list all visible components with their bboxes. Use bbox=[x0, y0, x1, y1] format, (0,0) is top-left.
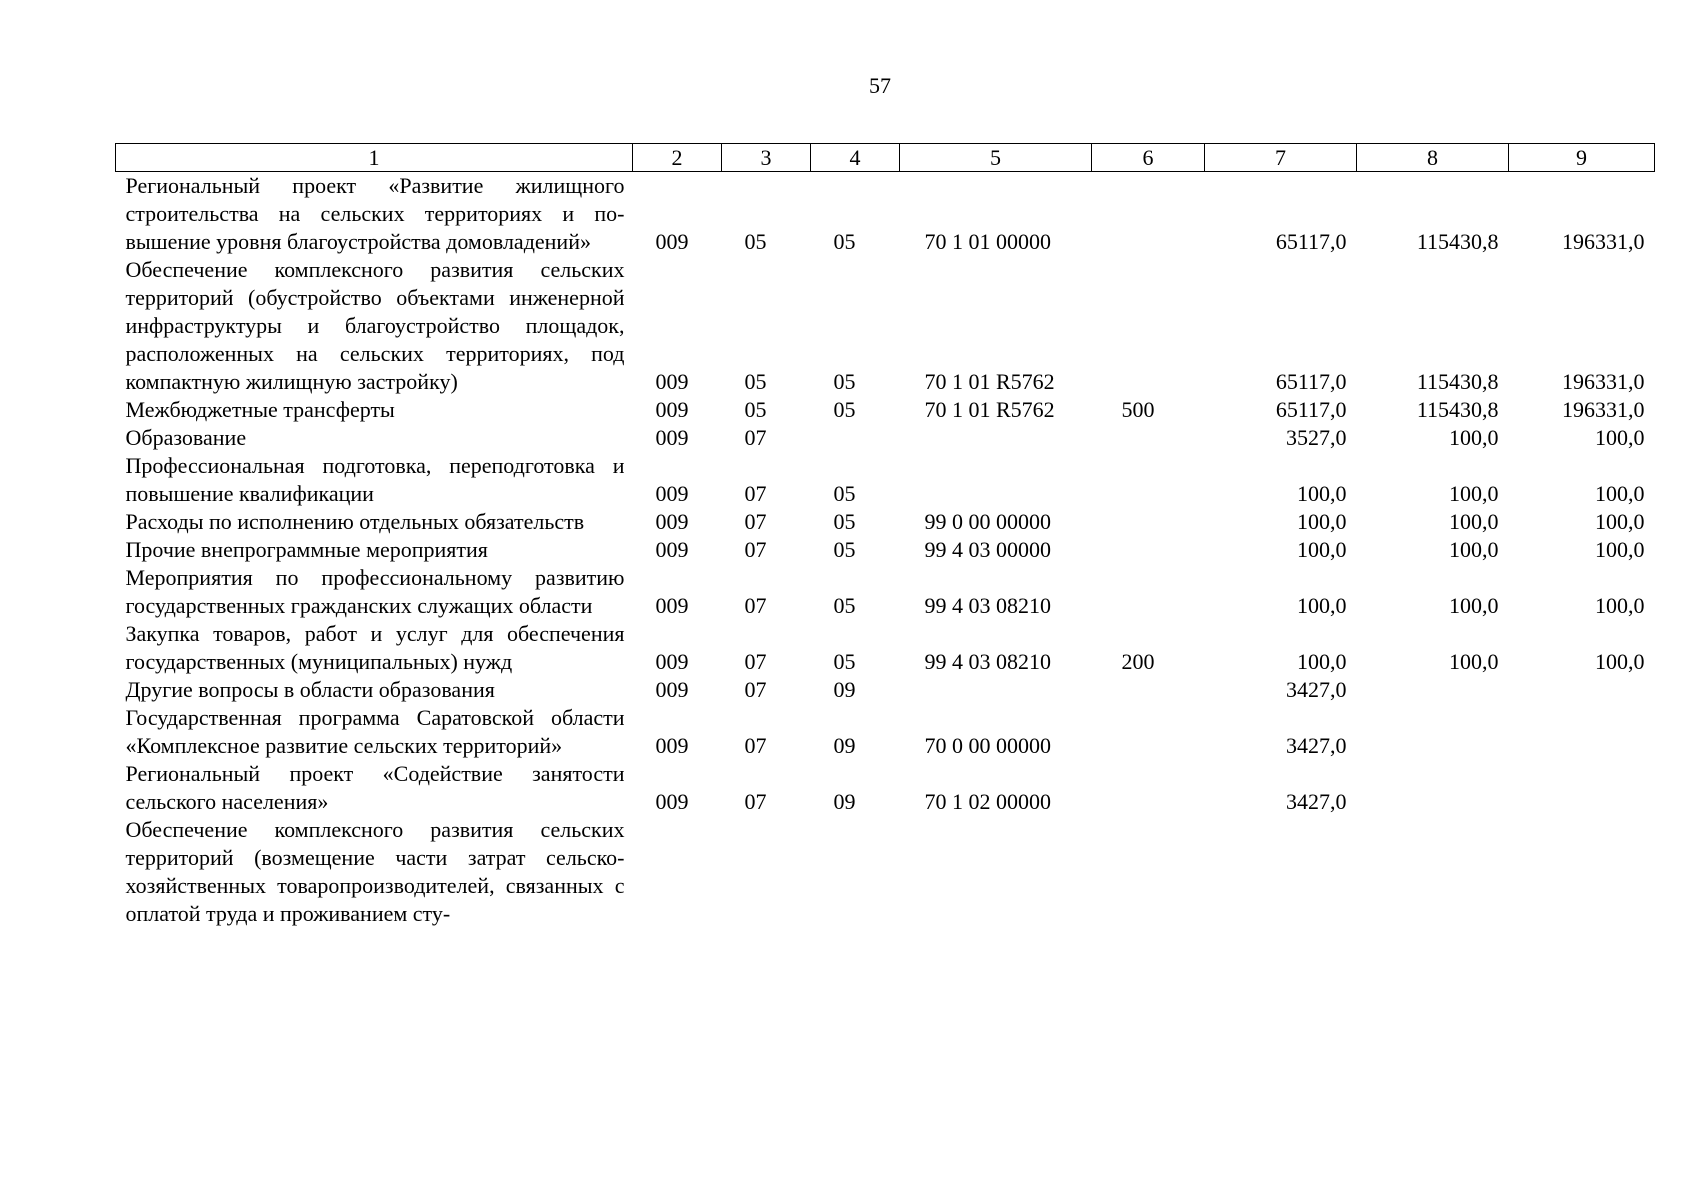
subsection-cell: 05 bbox=[833, 229, 856, 254]
amount-col9-cell: 196331,0 bbox=[1562, 369, 1645, 394]
grbs-cell: 009 bbox=[655, 425, 689, 450]
table-row bbox=[116, 816, 1655, 928]
expense-type-cell bbox=[1092, 452, 1205, 508]
table-row bbox=[116, 452, 1655, 508]
page-number: 57 bbox=[869, 73, 891, 98]
row-name-cell: Обеспечение комплексного развития сельских территорий (обустройство объектами инженерной инфраструктуры и благоустройство площадок, расположенных на сельских территориях, под компактную жилищную застройку) bbox=[125, 257, 625, 394]
section-cell: 07 bbox=[744, 649, 767, 674]
table-row bbox=[116, 564, 1655, 620]
row-name-cell: Закупка товаров, работ и услуг для обеспечения государственных (муниципальных) нужд bbox=[125, 621, 625, 674]
target-article-cell bbox=[900, 452, 1092, 508]
amount-col8-cell: 100,0 bbox=[1449, 481, 1499, 506]
subsection-cell: 05 bbox=[833, 593, 856, 618]
amount-col7-cell: 3427,0 bbox=[1286, 733, 1347, 758]
row-name-cell: Другие вопросы в области образования bbox=[125, 677, 495, 702]
table-row bbox=[116, 676, 1655, 704]
subsection-cell bbox=[811, 424, 900, 452]
column-header: 3 bbox=[722, 144, 811, 172]
grbs-cell: 009 bbox=[655, 537, 689, 562]
amount-col8-cell bbox=[1357, 704, 1509, 760]
subsection-cell: 09 bbox=[833, 677, 856, 702]
expense-type-cell: 500 bbox=[1121, 397, 1155, 422]
expense-type-cell bbox=[1092, 424, 1205, 452]
amount-col8-cell: 115430,8 bbox=[1416, 229, 1499, 254]
subsection-cell: 05 bbox=[833, 481, 856, 506]
section-cell bbox=[722, 816, 811, 928]
subsection-cell: 05 bbox=[833, 369, 856, 394]
amount-col8-cell: 115430,8 bbox=[1416, 369, 1499, 394]
amount-col9-cell: 100,0 bbox=[1595, 509, 1645, 534]
target-article-cell: 99 4 03 00000 bbox=[924, 537, 1051, 562]
section-cell: 05 bbox=[744, 229, 767, 254]
amount-col8-cell: 100,0 bbox=[1449, 425, 1499, 450]
subsection-cell: 05 bbox=[833, 397, 856, 422]
table-body bbox=[116, 172, 1655, 929]
section-cell: 07 bbox=[744, 537, 767, 562]
table-row bbox=[116, 760, 1655, 816]
column-header: 4 bbox=[811, 144, 900, 172]
row-name-cell: Региональный проект «Содействие занятости сельского населения» bbox=[125, 761, 625, 814]
expense-type-cell bbox=[1092, 256, 1205, 396]
target-article-cell: 99 4 03 08210 bbox=[924, 649, 1051, 674]
section-cell: 07 bbox=[744, 481, 767, 506]
amount-col9-cell bbox=[1509, 704, 1655, 760]
amount-col9-cell: 100,0 bbox=[1595, 537, 1645, 562]
subsection-cell: 05 bbox=[833, 537, 856, 562]
target-article-cell: 70 1 02 00000 bbox=[924, 789, 1051, 814]
amount-col7-cell bbox=[1205, 816, 1357, 928]
amount-col7-cell: 100,0 bbox=[1297, 649, 1347, 674]
table-row bbox=[116, 508, 1655, 536]
table-row bbox=[116, 704, 1655, 760]
amount-col9-cell bbox=[1509, 676, 1655, 704]
subsection-cell: 09 bbox=[833, 733, 856, 758]
amount-col8-cell bbox=[1357, 760, 1509, 816]
subsection-cell: 09 bbox=[833, 789, 856, 814]
amount-col8-cell: 100,0 bbox=[1449, 537, 1499, 562]
grbs-cell bbox=[633, 816, 722, 928]
column-header: 7 bbox=[1205, 144, 1357, 172]
table-row bbox=[116, 424, 1655, 452]
amount-col7-cell: 100,0 bbox=[1297, 481, 1347, 506]
section-cell: 07 bbox=[744, 593, 767, 618]
grbs-cell: 009 bbox=[655, 481, 689, 506]
section-cell: 07 bbox=[744, 677, 767, 702]
amount-col9-cell bbox=[1509, 816, 1655, 928]
expense-type-cell bbox=[1092, 508, 1205, 536]
amount-col8-cell: 115430,8 bbox=[1416, 397, 1499, 422]
table-row bbox=[116, 620, 1655, 676]
row-name-cell: Мероприятия по профессиональному развитию государственных гражданских служащих области bbox=[125, 565, 625, 618]
target-article-cell bbox=[900, 816, 1092, 928]
expense-type-cell: 200 bbox=[1121, 649, 1155, 674]
amount-col7-cell: 100,0 bbox=[1297, 537, 1347, 562]
amount-col8-cell bbox=[1357, 816, 1509, 928]
table-row bbox=[116, 256, 1655, 396]
amount-col8-cell bbox=[1357, 676, 1509, 704]
amount-col7-cell: 65117,0 bbox=[1275, 397, 1347, 422]
expense-type-cell bbox=[1092, 760, 1205, 816]
target-article-cell: 70 1 01 00000 bbox=[924, 229, 1051, 254]
grbs-cell: 009 bbox=[655, 369, 689, 394]
table-row bbox=[116, 172, 1655, 257]
column-header: 5 bbox=[900, 144, 1092, 172]
amount-col9-cell bbox=[1509, 760, 1655, 816]
amount-col7-cell: 3427,0 bbox=[1286, 677, 1347, 702]
amount-col7-cell: 100,0 bbox=[1297, 593, 1347, 618]
row-name-cell: Региональный проект «Развитие жилищного строительства на сельских территориях и повышение уровня благоустройства домовладений» bbox=[125, 173, 625, 254]
amount-col8-cell: 100,0 bbox=[1449, 649, 1499, 674]
amount-col9-cell: 100,0 bbox=[1595, 593, 1645, 618]
subsection-cell bbox=[811, 816, 900, 928]
row-name-cell: Межбюджетные трансферты bbox=[125, 397, 395, 422]
table-row bbox=[116, 396, 1655, 424]
expense-type-cell bbox=[1092, 564, 1205, 620]
grbs-cell: 009 bbox=[655, 677, 689, 702]
amount-col8-cell: 100,0 bbox=[1449, 593, 1499, 618]
expense-type-cell bbox=[1092, 172, 1205, 257]
expense-type-cell bbox=[1092, 704, 1205, 760]
target-article-cell: 70 0 00 00000 bbox=[924, 733, 1051, 758]
amount-col7-cell: 65117,0 bbox=[1275, 369, 1347, 394]
grbs-cell: 009 bbox=[655, 733, 689, 758]
target-article-cell: 99 4 03 08210 bbox=[924, 593, 1051, 618]
amount-col8-cell: 100,0 bbox=[1449, 509, 1499, 534]
column-header: 1 bbox=[116, 144, 633, 172]
section-cell: 07 bbox=[744, 789, 767, 814]
row-name-cell: Профессиональная подготовка, переподготовка и повышение квалификации bbox=[125, 453, 625, 506]
target-article-cell: 70 1 01 R5762 bbox=[924, 369, 1055, 394]
section-cell: 05 bbox=[744, 369, 767, 394]
subsection-cell: 05 bbox=[833, 649, 856, 674]
table-header bbox=[116, 144, 1655, 172]
grbs-cell: 009 bbox=[655, 509, 689, 534]
section-cell: 07 bbox=[744, 509, 767, 534]
grbs-cell: 009 bbox=[655, 593, 689, 618]
grbs-cell: 009 bbox=[655, 229, 689, 254]
amount-col7-cell: 100,0 bbox=[1297, 509, 1347, 534]
amount-col9-cell: 196331,0 bbox=[1562, 397, 1645, 422]
section-cell: 07 bbox=[744, 733, 767, 758]
target-article-cell: 70 1 01 R5762 bbox=[924, 397, 1055, 422]
expense-type-cell bbox=[1092, 536, 1205, 564]
grbs-cell: 009 bbox=[655, 649, 689, 674]
subsection-cell: 05 bbox=[833, 509, 856, 534]
target-article-cell bbox=[900, 424, 1092, 452]
target-article-cell: 99 0 00 00000 bbox=[924, 509, 1051, 534]
amount-col9-cell: 100,0 bbox=[1595, 425, 1645, 450]
expense-type-cell bbox=[1092, 676, 1205, 704]
amount-col9-cell: 100,0 bbox=[1595, 649, 1645, 674]
expense-type-cell bbox=[1092, 816, 1205, 928]
target-article-cell bbox=[900, 676, 1092, 704]
section-cell: 05 bbox=[744, 397, 767, 422]
table-row bbox=[116, 536, 1655, 564]
column-header: 6 bbox=[1092, 144, 1205, 172]
budget-table bbox=[115, 143, 1655, 928]
header-row bbox=[116, 144, 1655, 172]
amount-col7-cell: 65117,0 bbox=[1275, 229, 1347, 254]
row-name-cell: Обеспечение комплексного развития сельских территорий (возмещение части затрат сельскохозяйственных товаропроизводителей, связанных с оплатой труда и проживанием сту- bbox=[125, 817, 625, 926]
amount-col9-cell: 196331,0 bbox=[1562, 229, 1645, 254]
row-name-cell: Государственная программа Саратовской области «Комплексное развитие сельских территорий» bbox=[125, 705, 625, 758]
column-header: 2 bbox=[633, 144, 722, 172]
amount-col9-cell: 100,0 bbox=[1595, 481, 1645, 506]
amount-col7-cell: 3427,0 bbox=[1286, 789, 1347, 814]
section-cell: 07 bbox=[744, 425, 767, 450]
row-name-cell: Расходы по исполнению отдельных обязательств bbox=[125, 509, 585, 534]
column-header: 8 bbox=[1357, 144, 1509, 172]
grbs-cell: 009 bbox=[655, 789, 689, 814]
amount-col7-cell: 3527,0 bbox=[1286, 425, 1347, 450]
row-name-cell: Образование bbox=[125, 425, 247, 450]
grbs-cell: 009 bbox=[655, 397, 689, 422]
row-name-cell: Прочие внепрограммные мероприятия bbox=[125, 537, 488, 562]
column-header: 9 bbox=[1509, 144, 1655, 172]
